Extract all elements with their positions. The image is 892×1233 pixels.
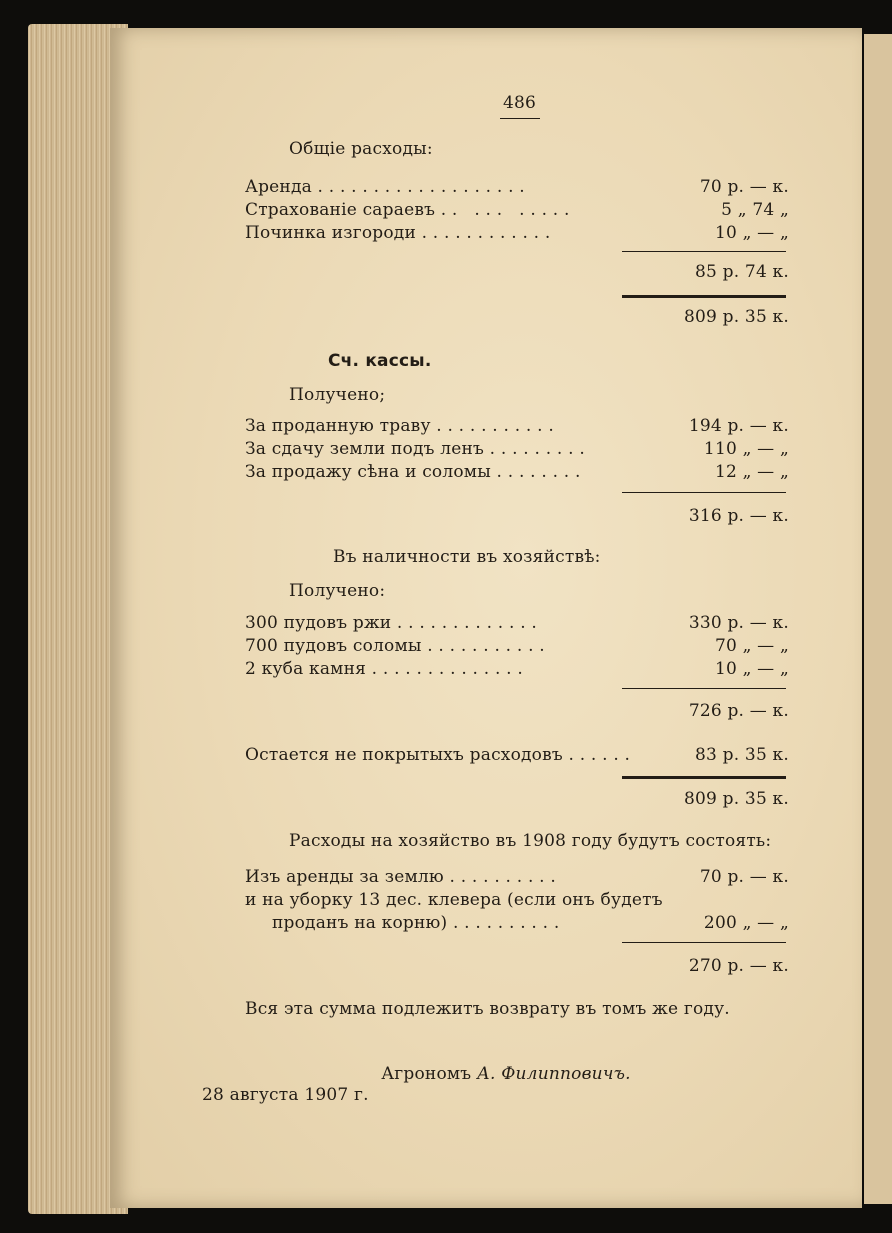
plan-row-label: Изъ аренды за землю . . . . . . . . . . — [245, 867, 556, 887]
income-row-label: За продажу сѣна и соломы . . . . . . . . — [245, 462, 581, 482]
general-expenses-subtotal: 85 р. 74 к. — [695, 262, 789, 282]
asset-row-amount: 70 „ — „ — [714, 636, 789, 656]
income-row-amount: 110 „ — „ — [703, 439, 789, 459]
on-hand-heading: Въ наличности въ хозяйствѣ: — [333, 547, 601, 567]
plan-row-label: и на уборку 13 дес. клевера (если онъ будетъ — [245, 890, 663, 910]
uncovered-label: Остается не покрытыхъ расходовъ . . . . . . — [245, 745, 631, 765]
asset-row-label: 300 пудовъ ржи . . . . . . . . . . . . . — [245, 613, 538, 633]
income-row-amount: 12 „ — „ — [714, 462, 789, 482]
facing-page-edge — [864, 34, 892, 1204]
income-row-label: За сдачу земли подъ ленъ . . . . . . . . . — [245, 439, 585, 459]
asset-row-label: 2 куба камня . . . . . . . . . . . . . . — [245, 659, 523, 679]
plan-row-amount: 70 р. — к. — [699, 867, 789, 887]
uncovered-amount: 83 р. 35 к. — [695, 745, 789, 765]
document-date: 28 августа 1907 г. — [202, 1085, 369, 1105]
page-number-underline — [500, 118, 540, 119]
closing-note: Вся эта сумма подлежитъ возврату въ томъ же году. — [245, 999, 730, 1019]
plan-1908-total: 270 р. — к. — [688, 956, 789, 976]
subtotal-rule — [622, 688, 786, 689]
expense-row-amount: 10 „ — „ — [714, 223, 789, 243]
signature-title: Агрономъ — [381, 1064, 472, 1084]
page-number: 486 — [503, 93, 537, 113]
received-label: Получено; — [289, 385, 386, 405]
expense-row-label: Аренда . . . . . . . . . . . . . . . . . . . — [245, 177, 525, 197]
signature-name: А. Филипповичъ. — [476, 1064, 631, 1084]
plan-row-label-continued: проданъ на корню) . . . . . . . . . . — [272, 913, 560, 933]
received-label: Получено: — [289, 581, 386, 601]
expense-row-amount: 70 р. — к. — [699, 177, 789, 197]
expense-row-amount: 5 „ 74 „ — [721, 200, 789, 220]
general-expenses-heading: Общіе расходы: — [289, 139, 433, 159]
cash-account-heading: Сч. кассы. — [328, 351, 432, 371]
total-rule — [622, 295, 786, 298]
general-expenses-total: 809 р. 35 к. — [683, 307, 789, 327]
on-hand-total: 726 р. — к. — [688, 701, 789, 721]
subtotal-rule — [622, 251, 786, 252]
asset-row-amount: 330 р. — к. — [688, 613, 789, 633]
subtotal-rule — [622, 942, 786, 943]
plan-1908-heading: Расходы на хозяйство въ 1908 году будутъ состоять: — [289, 831, 772, 851]
grand-total: 809 р. 35 к. — [683, 789, 789, 809]
subtotal-rule — [622, 492, 786, 493]
asset-row-amount: 10 „ — „ — [714, 659, 789, 679]
total-rule — [622, 776, 786, 779]
cash-account-total: 316 р. — к. — [688, 506, 789, 526]
expense-row-label: Починка изгороди . . . . . . . . . . . . — [245, 223, 551, 243]
income-row-label: За проданную траву . . . . . . . . . . . — [245, 416, 554, 436]
income-row-amount: 194 р. — к. — [688, 416, 789, 436]
expense-row-label: Страхованіе сараевъ . . . . . . . . . . — [245, 200, 570, 220]
asset-row-label: 700 пудовъ соломы . . . . . . . . . . . — [245, 636, 545, 656]
plan-row-amount: 200 „ — „ — [703, 913, 789, 933]
signature-line — [370, 1041, 631, 1085]
